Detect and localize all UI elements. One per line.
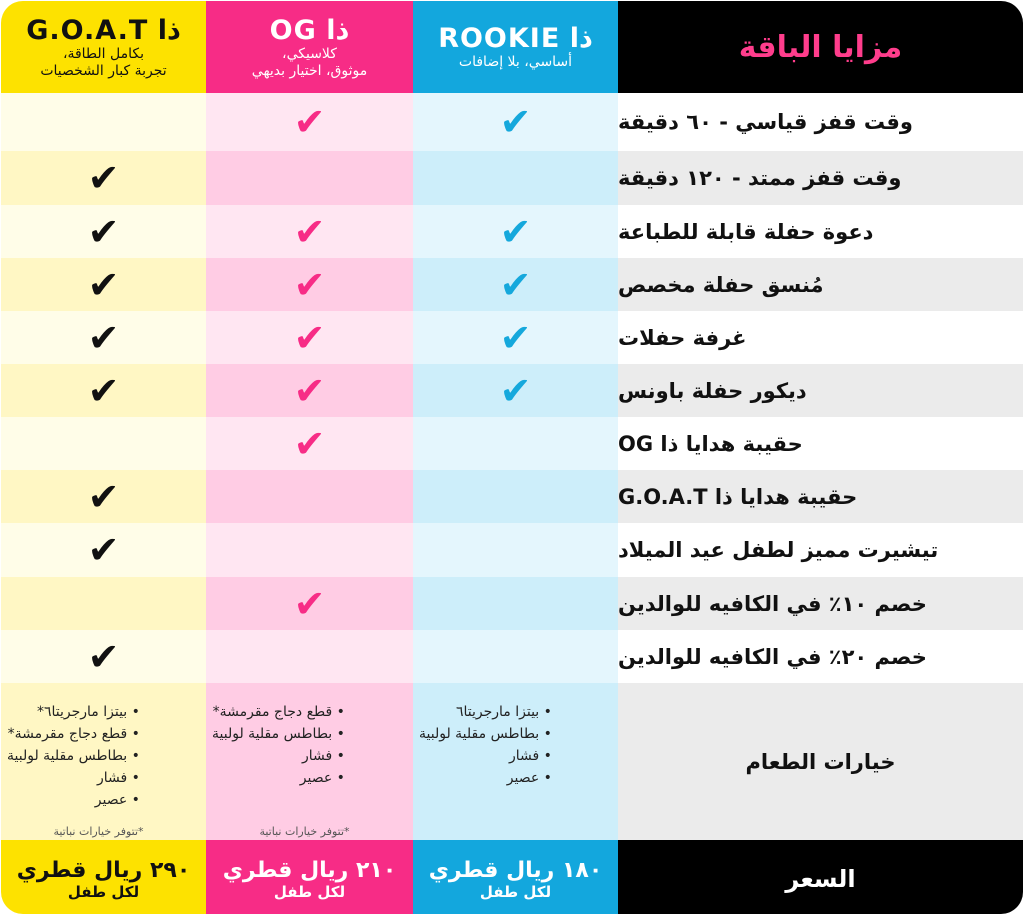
feature-label: خصم ١٠٪ في الكافيه للوالدين xyxy=(618,577,1023,630)
food-item: • قطع دجاج مقرمشة* xyxy=(7,723,140,745)
og-feature-cell xyxy=(206,470,413,523)
food-item: • قطع دجاج مقرمشة* xyxy=(212,701,345,723)
og-food-list xyxy=(212,701,345,789)
rookie-feature-cell xyxy=(413,151,618,205)
goat-feature-cell xyxy=(1,470,206,523)
goat-subtitle-2: تجربة كبار الشخصيات xyxy=(40,62,167,79)
goat-feature-cell xyxy=(1,205,206,258)
goat-price-amount: ٢٩٠ ريال قطري xyxy=(16,857,191,883)
og-feature-cell xyxy=(206,205,413,258)
package-comparison-table xyxy=(1,1,1023,914)
og-feature-cell xyxy=(206,523,413,577)
food-item: • بطاطس مقلية لولبية xyxy=(212,723,345,745)
goat-food-list xyxy=(7,701,140,811)
feature-label: مُنسق حفلة مخصص xyxy=(618,258,1023,311)
rookie-feature-cell xyxy=(413,258,618,311)
goat-food-cell xyxy=(1,683,206,840)
checkmark-icon: ✔ xyxy=(293,581,326,626)
food-item: • فشار xyxy=(212,745,345,767)
checkmark-icon: ✔ xyxy=(87,209,120,254)
checkmark-icon: ✔ xyxy=(293,368,326,413)
food-label: خيارات الطعام xyxy=(618,683,1023,840)
og-feature-cell xyxy=(206,630,413,683)
rookie-feature-cell xyxy=(413,577,618,630)
checkmark-icon: ✔ xyxy=(499,262,532,307)
checkmark-icon: ✔ xyxy=(87,634,120,679)
rookie-title: ذا ROOKIE xyxy=(438,23,593,54)
rookie-price-per: لكل طفل xyxy=(479,882,552,901)
goat-header xyxy=(1,1,206,93)
og-feature-cell xyxy=(206,417,413,470)
food-item: • فشار xyxy=(419,745,552,767)
feature-label: خصم ٢٠٪ في الكافيه للوالدين xyxy=(618,630,1023,683)
checkmark-icon: ✔ xyxy=(293,209,326,254)
goat-feature-cell xyxy=(1,523,206,577)
food-item: • عصير xyxy=(7,789,140,811)
features-title: مزايا الباقة xyxy=(618,1,1023,93)
og-food-cell xyxy=(206,683,413,840)
goat-price-per: لكل طفل xyxy=(67,882,140,901)
rookie-feature-cell xyxy=(413,311,618,364)
feature-label: وقت قفز ممتد - ١٢٠ دقيقة xyxy=(618,151,1023,205)
food-item: • بيتزا مارجريتا٦ xyxy=(419,701,552,723)
checkmark-icon: ✔ xyxy=(87,368,120,413)
rookie-feature-cell xyxy=(413,523,618,577)
food-item: • عصير xyxy=(419,767,552,789)
checkmark-icon: ✔ xyxy=(499,368,532,413)
checkmark-icon: ✔ xyxy=(87,156,120,200)
og-feature-cell xyxy=(206,151,413,205)
food-item: • عصير xyxy=(212,767,345,789)
feature-label: حقيبة هدايا ذا G.O.A.T xyxy=(618,470,1023,523)
og-price-per: لكل طفل xyxy=(273,882,346,901)
checkmark-icon: ✔ xyxy=(293,100,326,144)
food-item: • فشار xyxy=(7,767,140,789)
food-item: • بطاطس مقلية لولبية xyxy=(419,723,552,745)
food-item: • بطاطس مقلية لولبية xyxy=(7,745,140,767)
rookie-feature-cell xyxy=(413,417,618,470)
rookie-feature-cell xyxy=(413,470,618,523)
feature-label: حقيبة هدايا ذا OG xyxy=(618,417,1023,470)
checkmark-icon: ✔ xyxy=(499,100,532,144)
og-feature-cell xyxy=(206,258,413,311)
checkmark-icon: ✔ xyxy=(499,315,532,360)
goat-feature-cell xyxy=(1,364,206,417)
rookie-subtitle-1: أساسي، بلا إضافات xyxy=(458,54,573,70)
goat-feature-cell xyxy=(1,258,206,311)
og-subtitle-1: كلاسيكي، xyxy=(282,45,337,62)
rookie-price-amount: ١٨٠ ريال قطري xyxy=(428,857,603,883)
rookie-feature-cell xyxy=(413,93,618,151)
checkmark-icon: ✔ xyxy=(87,262,120,307)
og-feature-cell xyxy=(206,311,413,364)
rookie-price xyxy=(413,840,618,914)
goat-subtitle-1: بكامل الطاقة، xyxy=(62,45,145,62)
goat-feature-cell xyxy=(1,151,206,205)
rookie-feature-cell xyxy=(413,630,618,683)
checkmark-icon: ✔ xyxy=(87,474,120,519)
og-feature-cell xyxy=(206,93,413,151)
goat-feature-cell xyxy=(1,93,206,151)
feature-label: وقت قفز قياسي - ٦٠ دقيقة xyxy=(618,93,1023,151)
goat-feature-cell xyxy=(1,311,206,364)
checkmark-icon: ✔ xyxy=(293,421,326,466)
checkmark-icon: ✔ xyxy=(293,262,326,307)
checkmark-icon: ✔ xyxy=(293,315,326,360)
og-feature-cell xyxy=(206,577,413,630)
feature-label: غرفة حفلات xyxy=(618,311,1023,364)
checkmark-icon: ✔ xyxy=(499,209,532,254)
og-price xyxy=(206,840,413,914)
feature-label: دعوة حفلة قابلة للطباعة xyxy=(618,205,1023,258)
food-item: • بيتزا مارجريتا٦* xyxy=(7,701,140,723)
rookie-food-cell xyxy=(413,683,618,840)
price-label: السعر xyxy=(618,840,1023,914)
goat-feature-cell xyxy=(1,630,206,683)
og-food-note: *تتوفر خيارات نباتية xyxy=(259,825,350,838)
og-feature-cell xyxy=(206,364,413,417)
og-price-amount: ٢١٠ ريال قطري xyxy=(222,857,397,883)
rookie-food-list xyxy=(419,701,552,789)
goat-feature-cell xyxy=(1,417,206,470)
checkmark-icon: ✔ xyxy=(87,528,120,572)
feature-label: ديكور حفلة باونس xyxy=(618,364,1023,417)
og-subtitle-2: موثوق، اختيار بديهي xyxy=(251,62,368,79)
og-title: ذا OG xyxy=(269,14,350,46)
feature-label: تيشيرت مميز لطفل عيد الميلاد xyxy=(618,523,1023,577)
goat-price xyxy=(1,840,206,914)
rookie-header xyxy=(413,1,618,93)
goat-feature-cell xyxy=(1,577,206,630)
rookie-feature-cell xyxy=(413,205,618,258)
og-header xyxy=(206,1,413,93)
goat-title: ذا G.O.A.T xyxy=(26,14,181,46)
checkmark-icon: ✔ xyxy=(87,315,120,360)
rookie-feature-cell xyxy=(413,364,618,417)
goat-food-note: *تتوفر خيارات نباتية xyxy=(53,825,144,838)
